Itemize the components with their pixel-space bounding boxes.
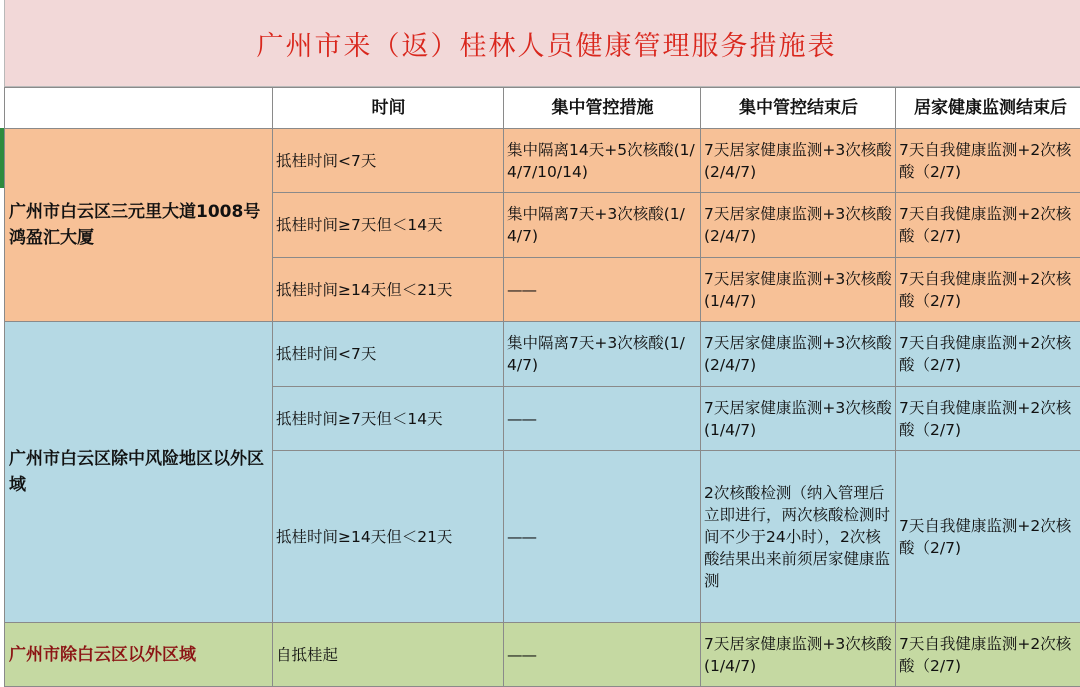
measures-cell[interactable]: —— <box>504 623 701 687</box>
table-row <box>5 322 1080 387</box>
time-cell[interactable]: 抵桂时间≥7天但＜14天 <box>273 193 504 258</box>
time-cell[interactable]: 抵桂时间≥14天但＜21天 <box>273 258 504 322</box>
time-cell[interactable]: 抵桂时间≥14天但＜21天 <box>273 451 504 623</box>
measures-cell[interactable]: —— <box>504 451 701 623</box>
after-home-cell[interactable]: 7天自我健康监测+2次核酸（2/7) <box>896 258 1080 322</box>
region-cell[interactable]: 广州市白云区三元里大道1008号鸿盈汇大厦 <box>5 129 273 322</box>
page-title: 广州市来（返）桂林人员健康管理服务措施表 <box>257 24 837 63</box>
after-home-cell[interactable]: 7天自我健康监测+2次核酸（2/7) <box>896 451 1080 623</box>
measures-cell[interactable]: —— <box>504 258 701 322</box>
after-control-cell[interactable]: 7天居家健康监测+3次核酸(2/4/7) <box>701 322 896 387</box>
time-cell[interactable]: 抵桂时间<7天 <box>273 129 504 193</box>
after-home-cell[interactable]: 7天自我健康监测+2次核酸（2/7) <box>896 387 1080 451</box>
after-control-cell[interactable]: 2次核酸检测（纳入管理后立即进行，两次核酸检测时间不少于24小时），2次核酸结果出来前须居家健康监测 <box>701 451 896 623</box>
table-row <box>5 129 1080 193</box>
time-cell[interactable]: 自抵桂起 <box>273 623 504 687</box>
after-home-cell[interactable]: 7天自我健康监测+2次核酸（2/7) <box>896 623 1080 687</box>
region-cell[interactable]: 广州市除白云区以外区域 <box>5 623 273 687</box>
measures-cell[interactable]: 集中隔离14天+5次核酸(1/4/7/10/14) <box>504 129 701 193</box>
after-control-cell[interactable]: 7天居家健康监测+3次核酸(2/4/7) <box>701 129 896 193</box>
after-home-cell[interactable]: 7天自我健康监测+2次核酸（2/7) <box>896 193 1080 258</box>
after-home-cell[interactable]: 7天自我健康监测+2次核酸（2/7) <box>896 322 1080 387</box>
time-cell[interactable]: 抵桂时间≥7天但＜14天 <box>273 387 504 451</box>
after-home-cell[interactable]: 7天自我健康监测+2次核酸（2/7) <box>896 129 1080 193</box>
header-region[interactable] <box>5 88 273 129</box>
title-cell[interactable] <box>4 0 1080 87</box>
time-cell[interactable]: 抵桂时间<7天 <box>273 322 504 387</box>
measures-cell[interactable]: —— <box>504 387 701 451</box>
after-control-cell[interactable]: 7天居家健康监测+3次核酸(2/4/7) <box>701 193 896 258</box>
measures-table <box>4 87 1080 687</box>
header-after-control[interactable]: 集中管控结束后 <box>701 88 896 129</box>
header-row <box>5 88 1080 129</box>
after-control-cell[interactable]: 7天居家健康监测+3次核酸(1/4/7) <box>701 387 896 451</box>
header-after-home[interactable]: 居家健康监测结束后 <box>896 88 1080 129</box>
table-row <box>5 623 1080 687</box>
measures-cell[interactable]: 集中隔离7天+3次核酸(1/4/7) <box>504 322 701 387</box>
measures-cell[interactable]: 集中隔离7天+3次核酸(1/4/7) <box>504 193 701 258</box>
after-control-cell[interactable]: 7天居家健康监测+3次核酸(1/4/7) <box>701 623 896 687</box>
header-time[interactable]: 时间 <box>273 88 504 129</box>
region-cell[interactable]: 广州市白云区除中风险地区以外区域 <box>5 322 273 623</box>
after-control-cell[interactable]: 7天居家健康监测+3次核酸(1/4/7) <box>701 258 896 322</box>
header-measures[interactable]: 集中管控措施 <box>504 88 701 129</box>
